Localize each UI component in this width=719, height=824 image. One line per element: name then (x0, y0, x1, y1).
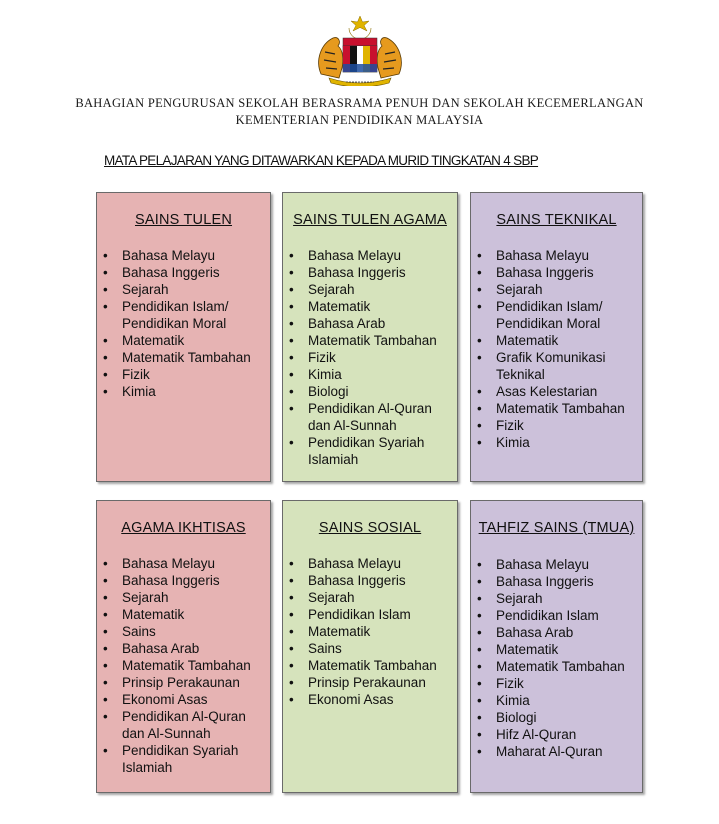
subject-item: • Bahasa Arab (103, 640, 270, 657)
subject-item: • Bahasa Melayu (289, 247, 457, 264)
subject-item: • Fizik (103, 366, 270, 383)
subject-list (283, 555, 457, 708)
subject-item: • Asas Kelestarian (477, 383, 642, 400)
subject-item: • Grafik Komunikasi Teknikal (477, 349, 642, 383)
subject-item: • Sejarah (289, 281, 457, 298)
subject-item: • Bahasa Melayu (103, 247, 270, 264)
subject-list (97, 555, 270, 776)
subject-item: • Bahasa Arab (289, 315, 457, 332)
stream-card-sains-tulen-agama (282, 192, 458, 482)
subject-list (283, 247, 457, 468)
subject-item: • Matematik (103, 332, 270, 349)
stream-card-sains-sosial (282, 500, 458, 793)
subject-item: • Sejarah (103, 589, 270, 606)
subject-item: • Sejarah (477, 281, 642, 298)
stream-card-agama-ikhtisas (96, 500, 271, 793)
subject-item: • Matematik Tambahan (477, 658, 642, 675)
subject-item: • Matematik Tambahan (289, 657, 457, 674)
subject-item: • Sejarah (103, 281, 270, 298)
subject-item: • Kimia (289, 366, 457, 383)
stream-title: SAINS TULEN (134, 212, 233, 228)
subject-item: • Biologi (477, 709, 642, 726)
ministry-title: KEMENTERIAN PENDIDIKAN MALAYSIA (235, 113, 484, 127)
subject-item: • Matematik (477, 332, 642, 349)
subject-item: • Matematik Tambahan (477, 400, 642, 417)
subject-item: • Maharat Al-Quran (477, 743, 642, 760)
subject-item: • Bahasa Inggeris (289, 264, 457, 281)
subject-item: • Kimia (103, 383, 270, 400)
subject-item: • Sejarah (477, 590, 642, 607)
subject-item: • Matematik (289, 623, 457, 640)
subject-item: • Kimia (477, 434, 642, 451)
subject-item: • Pendidikan Al-Quran dan Al-Sunnah (289, 400, 457, 434)
malaysia-coat-of-arms-icon (311, 16, 409, 86)
stream-title: SAINS TEKNIKAL (496, 212, 617, 228)
subject-item: • Sains (103, 623, 270, 640)
subject-item: • Bahasa Inggeris (289, 572, 457, 589)
subject-item: • Fizik (477, 417, 642, 434)
subject-item: • Pendidikan Islam/ Pendidikan Moral (477, 298, 642, 332)
stream-title: TAHFIZ SAINS (TMUA) (478, 520, 635, 536)
subject-item: • Matematik Tambahan (289, 332, 457, 349)
subject-item: • Ekonomi Asas (103, 691, 270, 708)
subject-item: • Prinsip Perakaunan (289, 674, 457, 691)
subject-item: • Bahasa Melayu (477, 556, 642, 573)
subject-item: • Bahasa Arab (477, 624, 642, 641)
subject-item: • Matematik (477, 641, 642, 658)
subject-item: • Prinsip Perakaunan (103, 674, 270, 691)
subject-item: • Pendidikan Al-Quran dan Al-Sunnah (103, 708, 270, 742)
subject-item: • Matematik (103, 606, 270, 623)
stream-card-tahfiz-sains (470, 500, 643, 793)
subject-list (471, 556, 642, 760)
subject-list (97, 247, 270, 400)
subject-item: • Sains (289, 640, 457, 657)
stream-title: SAINS SOSIAL (318, 520, 422, 536)
subject-list (471, 247, 642, 451)
subject-item: • Bahasa Melayu (103, 555, 270, 572)
subject-item: • Sejarah (289, 589, 457, 606)
page-title: MATA PELAJARAN YANG DITAWARKAN KEPADA MURID TINGKATAN 4 SBP (104, 153, 539, 168)
stream-title: AGAMA IKHTISAS (121, 520, 246, 536)
subject-item: • Bahasa Inggeris (103, 264, 270, 281)
subject-item: • Hifz Al-Quran (477, 726, 642, 743)
stream-card-sains-teknikal (470, 192, 643, 482)
subject-item: • Fizik (477, 675, 642, 692)
subject-item: • Matematik (289, 298, 457, 315)
subject-item: • Pendidikan Syariah Islamiah (103, 742, 270, 776)
subject-item: • Pendidikan Islam (289, 606, 457, 623)
subject-item: • Bahasa Inggeris (477, 573, 642, 590)
subject-item: • Bahasa Inggeris (103, 572, 270, 589)
subject-item: • Pendidikan Islam/ Pendidikan Moral (103, 298, 270, 332)
stream-card-sains-tulen (96, 192, 271, 482)
subject-item: • Bahasa Melayu (289, 555, 457, 572)
subject-item: • Ekonomi Asas (289, 691, 457, 708)
subject-item: • Fizik (289, 349, 457, 366)
department-title: BAHAGIAN PENGURUSAN SEKOLAH BERASRAMA PENUH DAN SEKOLAH KECEMERLANGAN (75, 96, 644, 110)
subject-item: • Matematik Tambahan (103, 657, 270, 674)
subject-item: • Bahasa Inggeris (477, 264, 642, 281)
subject-item: • Matematik Tambahan (103, 349, 270, 366)
subject-item: • Pendidikan Islam (477, 607, 642, 624)
subject-item: • Bahasa Melayu (477, 247, 642, 264)
stream-title: SAINS TULEN AGAMA (293, 212, 447, 228)
subject-item: • Kimia (477, 692, 642, 709)
subject-item: • Biologi (289, 383, 457, 400)
subject-item: • Pendidikan Syariah Islamiah (289, 434, 457, 468)
